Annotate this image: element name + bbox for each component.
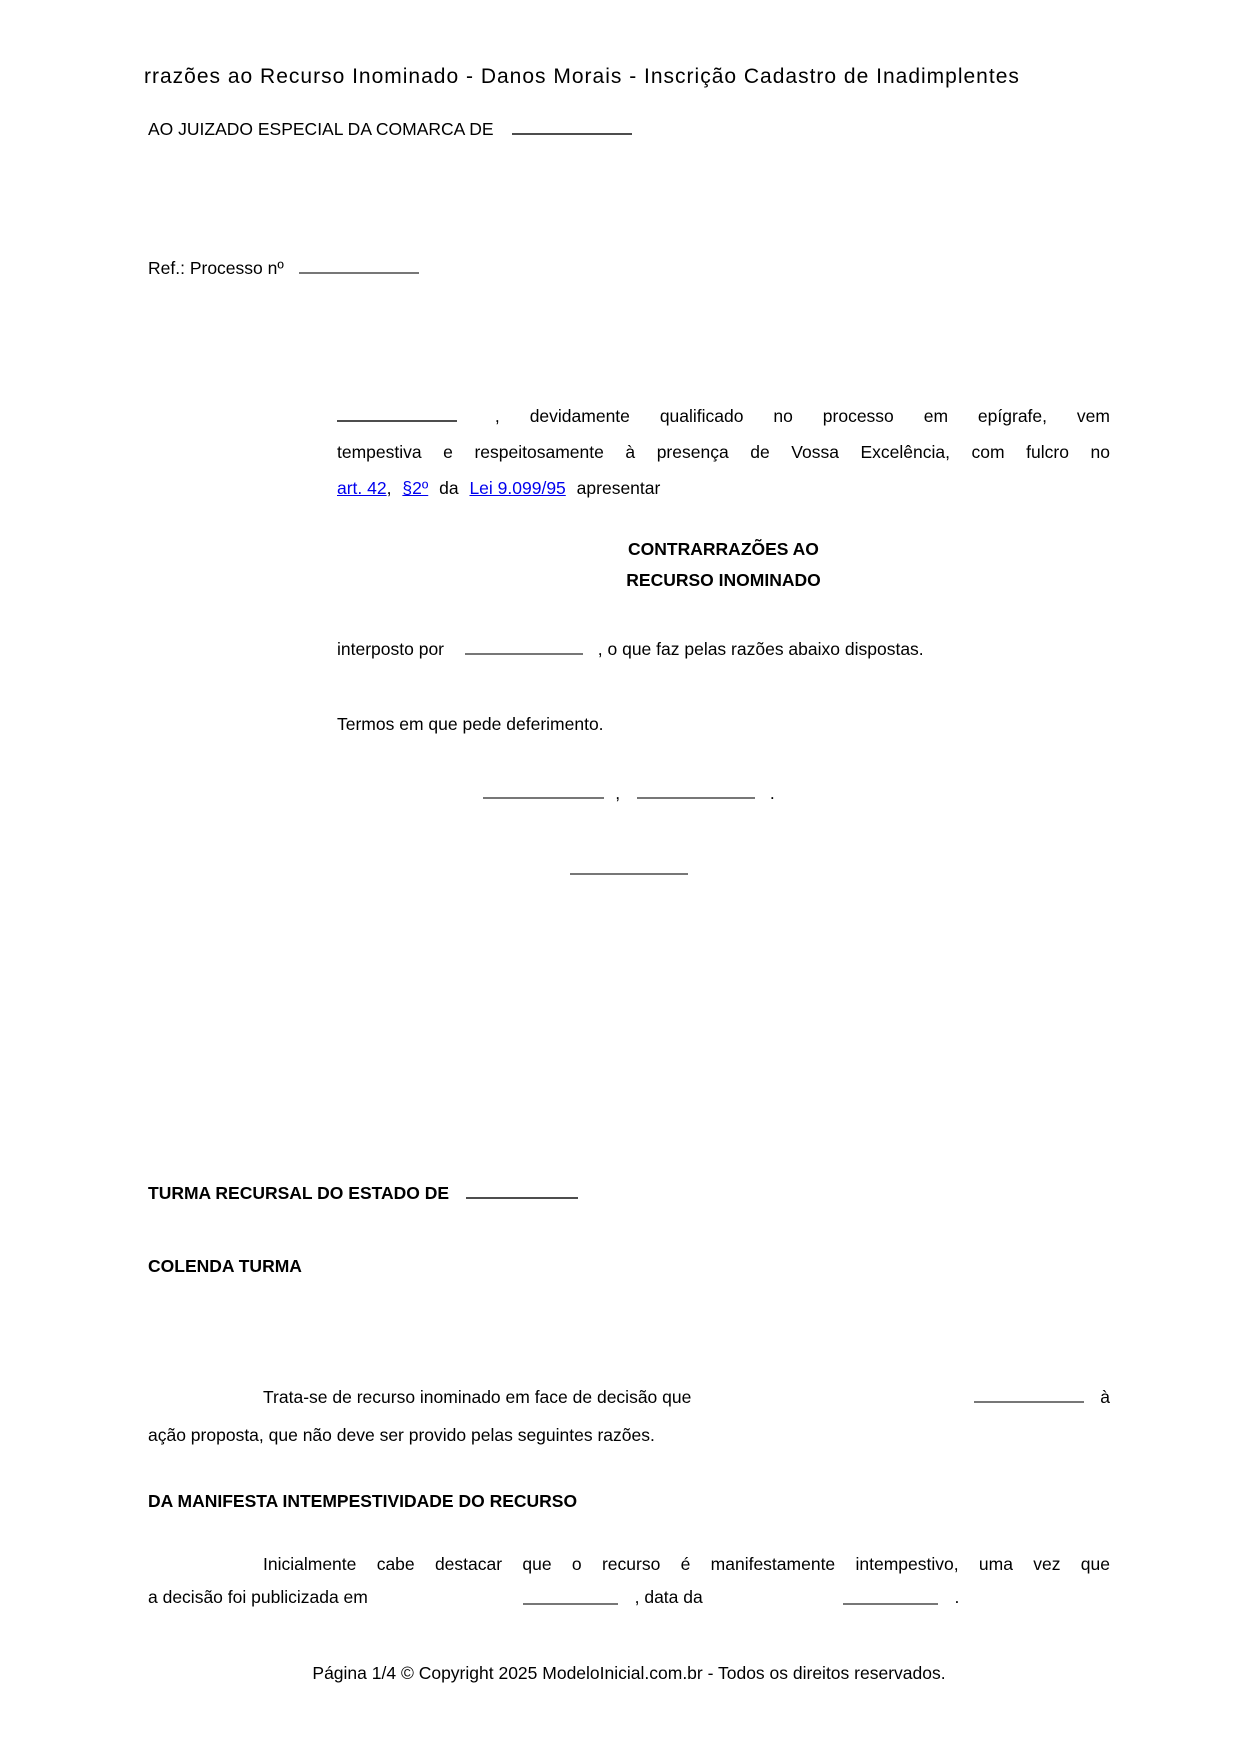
place-blank-field[interactable] <box>483 782 604 799</box>
interposto-suffix: , o que faz pelas razões abaixo dispostas. <box>597 639 924 659</box>
page-footer: Página 1/4 © Copyright 2025 ModeloInicial.com.br - Todos os direitos reservados. <box>312 1663 946 1683</box>
interposto-line <box>337 636 1110 663</box>
estado-blank-field[interactable] <box>466 1182 578 1199</box>
signature-line <box>148 856 1110 883</box>
law-link-paragraph-2[interactable]: §2º <box>402 478 429 498</box>
qualification-paragraph <box>337 398 1110 506</box>
law-link-lei-9099[interactable]: Lei 9.099/95 <box>469 478 566 498</box>
intempestividade-line-1: Inicialmente cabe destacar que o recurso é manifestamente intempestivo, uma vez que <box>263 1554 1110 1574</box>
petition-heading-line-1: CONTRARRAZÕES AO <box>628 539 819 559</box>
place-date-terminator: . <box>769 783 775 803</box>
law-sep-2: da <box>439 478 459 498</box>
qualification-line-1 <box>337 398 1110 434</box>
appellant-name-blank-field[interactable] <box>465 638 583 655</box>
law-link-art-42[interactable]: art. 42 <box>337 478 387 498</box>
interposto-prefix: interposto por <box>337 639 445 659</box>
addressee-line <box>148 116 1110 143</box>
intempestividade-terminator: . <box>954 1587 960 1607</box>
document-title: rrazões ao Recurso Inominado - Danos Morais - Inscrição Cadastro de Inadimplentes <box>144 65 1020 88</box>
signature-blank-field[interactable] <box>570 858 688 875</box>
intempestividade-text-1: a decisão foi publicizada em <box>148 1587 368 1607</box>
comarca-blank-field[interactable] <box>512 118 632 135</box>
ref-label: Ref.: Processo nº <box>148 258 284 278</box>
turma-recursal-text: TURMA RECURSAL DO ESTADO DE <box>148 1183 450 1203</box>
petition-body <box>337 398 1110 738</box>
trata-se-line-1 <box>148 1378 1110 1416</box>
qualification-text-1: , devidamente qualificado no processo em epígrafe, vem <box>494 406 1110 426</box>
qualification-line-3 <box>337 470 1110 506</box>
turma-recursal-heading <box>148 1180 1110 1207</box>
qualification-line-2 <box>337 434 1110 470</box>
intempestividade-line-2 <box>148 1581 1110 1614</box>
trata-se-paragraph <box>148 1378 1110 1454</box>
event-date-blank-field[interactable] <box>843 1588 938 1605</box>
petition-heading <box>337 534 1110 596</box>
law-sep-1: , <box>386 478 392 498</box>
intempestividade-paragraph <box>148 1548 1110 1614</box>
process-number-blank-field[interactable] <box>299 257 419 274</box>
place-date-line <box>148 780 1110 807</box>
colenda-turma-heading: COLENDA TURMA <box>148 1256 302 1276</box>
process-ref-line <box>148 255 1110 282</box>
intempestividade-heading: DA MANIFESTA INTEMPESTIVIDADE DO RECURSO <box>148 1491 578 1511</box>
publication-date-blank-field[interactable] <box>523 1588 618 1605</box>
place-date-separator: , <box>615 783 621 803</box>
intempestividade-text-2: , data da <box>634 1587 703 1607</box>
law-tail-text: apresentar <box>576 478 661 498</box>
decision-blank-field[interactable] <box>974 1386 1084 1403</box>
termos-line: Termos em que pede deferimento. <box>337 714 604 734</box>
trata-se-line-2: ação proposta, que não deve ser provido pelas seguintes razões. <box>148 1425 655 1445</box>
addressee-text: AO JUIZADO ESPECIAL DA COMARCA DE <box>148 119 494 139</box>
date-blank-field[interactable] <box>637 782 755 799</box>
qualification-text-2: tempestiva e respeitosamente à presença de Vossa Excelência, com fulcro no <box>337 442 1110 462</box>
party-name-blank-field[interactable] <box>337 405 457 422</box>
trata-se-text-2: à <box>1100 1387 1110 1407</box>
trata-se-text-1: Trata-se de recurso inominado em face de decisão que <box>263 1387 692 1407</box>
petition-heading-line-2: RECURSO INOMINADO <box>626 570 821 590</box>
